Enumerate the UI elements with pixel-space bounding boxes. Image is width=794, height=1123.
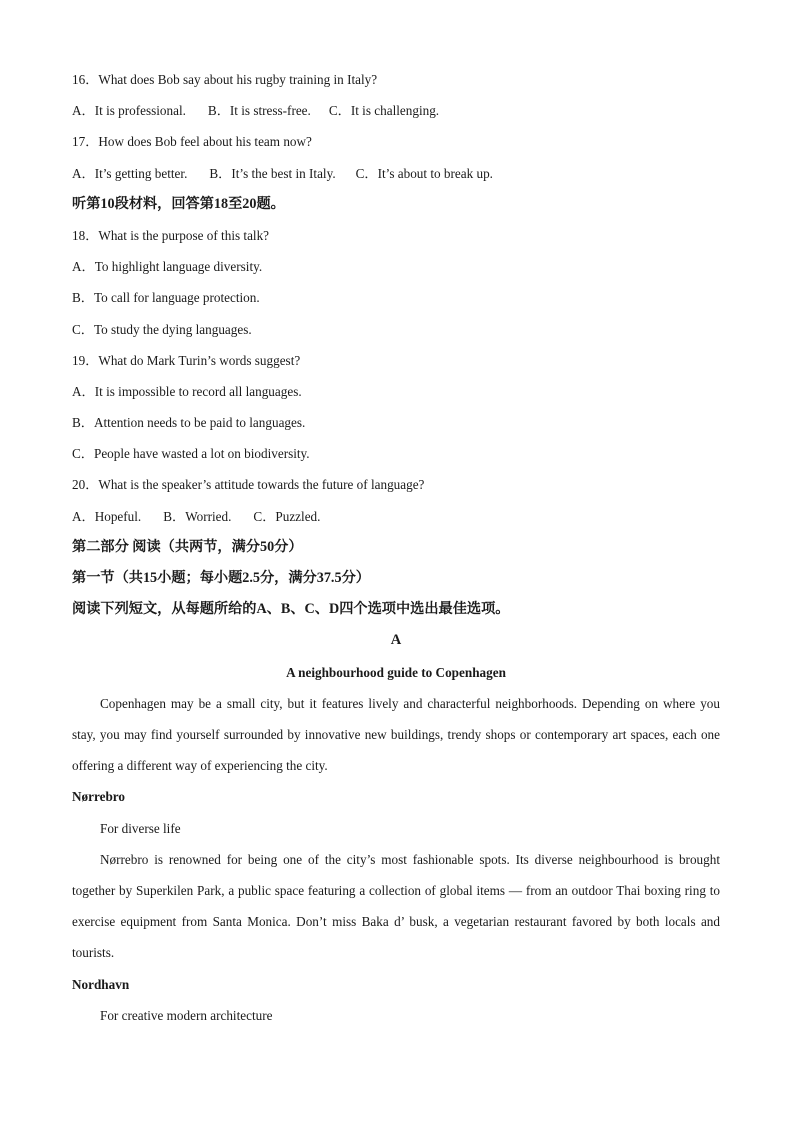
passage-title: A neighbourhood guide to Copenhagen <box>286 664 506 680</box>
question-16-options <box>72 95 720 126</box>
document-page <box>72 64 720 1031</box>
question-18-stem: 18．What is the purpose of this talk? <box>72 227 270 243</box>
reading-instructions: 阅读下列短文，从每题所给的A、B、C、D四个选项中选出最佳选项。 <box>72 601 510 618</box>
question-20-stem: 20．What is the speaker’s attitude towards the future of language? <box>72 477 425 493</box>
part-2-heading: 第二部分 阅读（共两节，满分50分） <box>72 538 303 555</box>
passage-intro: Copenhagen may be a small city, but it features lively and characterful neighborhoods. Depending on where you stay, you may find yourself surrounded by innovative new buildings, trendy shops or contemporary art spaces, each one offering a different way of experiencing the city. <box>72 695 720 774</box>
question-18-option-b: B．To call for language protection. <box>72 290 260 306</box>
option-a: A．It’s getting better. <box>72 165 188 181</box>
question-19-option-b: B．Attention needs to be paid to languages. <box>72 415 306 431</box>
section-tagline-norrebro: For diverse life <box>100 820 181 836</box>
question-16-stem: 16．What does Bob say about his rugby training in Italy? <box>72 72 378 87</box>
question-17-options <box>72 158 720 189</box>
section-tagline-nordhavn: For creative modern architecture <box>100 1007 273 1023</box>
passage-letter: A <box>390 632 402 649</box>
question-18-option-c: C．To study the dying languages. <box>72 321 252 337</box>
option-c: C．It is challenging. <box>328 103 440 119</box>
section-body-norrebro: Nørrebro is renowned for being one of the city’s most fashionable spots. Its diverse neighbourhood is brought together by Superkilen Park, a public space featuring a collection of global items — from an outdoor Thai boxing ring to exercise equipment from Santa Monica. Don’t miss Baka d’ busk, a vegetarian restaurant favored by both locals and tourists. <box>72 851 720 961</box>
question-17-stem: 17．How does Bob feel about his team now? <box>72 134 312 150</box>
option-b: B．It’s the best in Italy. <box>209 165 336 181</box>
section-heading-nordhavn: Nordhavn <box>72 976 130 992</box>
option-c: C．Puzzled. <box>253 508 321 524</box>
option-a: A．Hopeful. <box>72 508 142 524</box>
section-10-heading: 听第10段材料，回答第18至20题。 <box>72 195 285 212</box>
question-18-option-a: A．To highlight language diversity. <box>72 259 263 275</box>
section-heading-norrebro: Nørrebro <box>72 789 125 805</box>
question-19-option-a: A．It is impossible to record all languages. <box>72 383 302 399</box>
option-b: B．It is stress-free. <box>207 103 311 119</box>
question-20-options <box>72 501 720 532</box>
option-b: B．Worried. <box>163 508 232 524</box>
option-a: A．It is professional. <box>72 103 186 119</box>
question-19-option-c: C．People have wasted a lot on biodiversity. <box>72 446 310 462</box>
question-19-stem: 19．What do Mark Turin’s words suggest? <box>72 352 301 368</box>
section-1-heading: 第一节（共15小题；每小题2.5分，满分37.5分） <box>72 570 370 586</box>
option-c: C．It’s about to break up. <box>355 165 493 181</box>
